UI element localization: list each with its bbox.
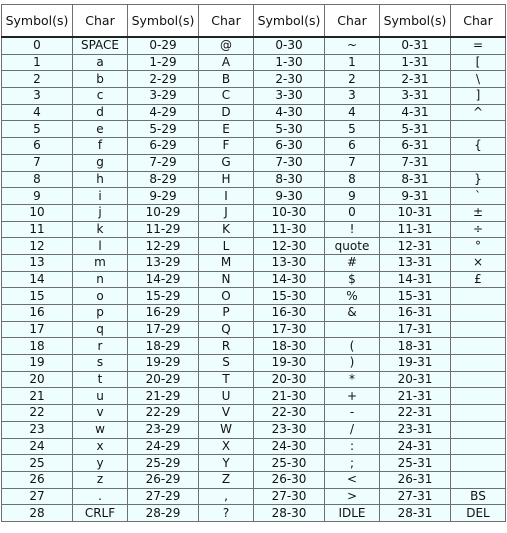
char-cell <box>451 305 506 322</box>
symbol-cell: 11-29 <box>128 221 199 238</box>
char-cell: p <box>73 305 128 322</box>
symbol-cell: 27-30 <box>254 488 325 505</box>
symbol-cell: 25 <box>2 455 73 472</box>
symbol-cell: 13 <box>2 254 73 271</box>
symbol-cell: 24 <box>2 438 73 455</box>
char-cell: % <box>325 288 380 305</box>
char-cell <box>451 154 506 171</box>
table-row <box>2 355 506 372</box>
table-row <box>2 171 506 188</box>
char-cell: I <box>199 188 254 205</box>
char-cell: z <box>73 471 128 488</box>
char-cell: R <box>199 338 254 355</box>
char-cell: q <box>73 321 128 338</box>
char-cell: 5 <box>325 121 380 138</box>
symbol-cell: 8-30 <box>254 171 325 188</box>
symbol-cell: 9-31 <box>380 188 451 205</box>
char-cell: # <box>325 254 380 271</box>
symbol-cell: 23-29 <box>128 421 199 438</box>
symbol-cell: 10-29 <box>128 204 199 221</box>
char-cell: y <box>73 455 128 472</box>
table-row <box>2 71 506 88</box>
char-cell: d <box>73 104 128 121</box>
char-cell: @ <box>199 37 254 54</box>
symbol-cell: 17 <box>2 321 73 338</box>
char-cell: m <box>73 254 128 271</box>
symbol-cell: 15-29 <box>128 288 199 305</box>
char-cell: 6 <box>325 138 380 155</box>
table-row <box>2 471 506 488</box>
table-row <box>2 455 506 472</box>
char-cell: 7 <box>325 154 380 171</box>
char-cell: W <box>199 421 254 438</box>
char-cell: g <box>73 154 128 171</box>
symbol-cell: 24-30 <box>254 438 325 455</box>
symbol-char-table <box>1 4 506 522</box>
char-cell: n <box>73 271 128 288</box>
symbol-cell: 5-30 <box>254 121 325 138</box>
table-row <box>2 438 506 455</box>
symbol-cell: 20-31 <box>380 371 451 388</box>
symbol-cell: 8-29 <box>128 171 199 188</box>
char-cell: k <box>73 221 128 238</box>
symbol-cell: 25-31 <box>380 455 451 472</box>
symbol-cell: 11 <box>2 221 73 238</box>
symbol-cell: 2-30 <box>254 71 325 88</box>
symbol-cell: 16-30 <box>254 305 325 322</box>
symbol-cell: 16-29 <box>128 305 199 322</box>
symbol-cell: 11-31 <box>380 221 451 238</box>
char-cell <box>451 338 506 355</box>
symbol-cell: 2-31 <box>380 71 451 88</box>
symbol-cell: 17-31 <box>380 321 451 338</box>
symbol-cell: 9-29 <box>128 188 199 205</box>
table-header-row <box>2 5 506 38</box>
char-cell: 2 <box>325 71 380 88</box>
char-cell: ] <box>451 88 506 105</box>
symbol-cell: 19-30 <box>254 355 325 372</box>
symbol-cell: 7-29 <box>128 154 199 171</box>
symbol-cell: 26-30 <box>254 471 325 488</box>
symbol-cell: 17-30 <box>254 321 325 338</box>
symbol-cell: 18-30 <box>254 338 325 355</box>
char-cell: A <box>199 54 254 71</box>
char-cell: ~ <box>325 37 380 54</box>
table-row <box>2 271 506 288</box>
char-cell: SPACE <box>73 37 128 54</box>
symbol-cell: 14 <box>2 271 73 288</box>
char-cell: ^ <box>451 104 506 121</box>
table-row <box>2 88 506 105</box>
symbol-cell: 0 <box>2 37 73 54</box>
symbol-cell: 21-30 <box>254 388 325 405</box>
table-row <box>2 305 506 322</box>
table-row <box>2 338 506 355</box>
char-cell: v <box>73 405 128 422</box>
char-cell: L <box>199 238 254 255</box>
symbol-cell: 27-29 <box>128 488 199 505</box>
char-cell: IDLE <box>325 505 380 522</box>
table-row <box>2 405 506 422</box>
char-cell <box>451 355 506 372</box>
char-cell: f <box>73 138 128 155</box>
char-cell: G <box>199 154 254 171</box>
char-cell <box>451 471 506 488</box>
char-cell: 4 <box>325 104 380 121</box>
char-cell <box>451 321 506 338</box>
char-cell: E <box>199 121 254 138</box>
symbol-cell: 6-30 <box>254 138 325 155</box>
table-row <box>2 104 506 121</box>
symbol-cell: 28 <box>2 505 73 522</box>
symbol-cell: 3 <box>2 88 73 105</box>
char-cell: 3 <box>325 88 380 105</box>
char-cell: , <box>199 488 254 505</box>
symbol-cell: 28-31 <box>380 505 451 522</box>
char-cell: CRLF <box>73 505 128 522</box>
symbol-cell: 4-30 <box>254 104 325 121</box>
symbol-cell: 7 <box>2 154 73 171</box>
char-cell: quote <box>325 238 380 255</box>
char-cell: > <box>325 488 380 505</box>
table-row <box>2 488 506 505</box>
char-cell: = <box>451 37 506 54</box>
header-char: Char <box>451 5 506 38</box>
char-cell: x <box>73 438 128 455</box>
symbol-cell: 4-31 <box>380 104 451 121</box>
char-cell: X <box>199 438 254 455</box>
symbol-cell: 8-31 <box>380 171 451 188</box>
char-cell: c <box>73 88 128 105</box>
symbol-cell: 15-31 <box>380 288 451 305</box>
symbol-cell: 6 <box>2 138 73 155</box>
char-cell: o <box>73 288 128 305</box>
symbol-cell: 18-31 <box>380 338 451 355</box>
symbol-cell: 13-30 <box>254 254 325 271</box>
char-cell: < <box>325 471 380 488</box>
symbol-cell: 17-29 <box>128 321 199 338</box>
symbol-cell: 12-29 <box>128 238 199 255</box>
char-cell: ° <box>451 238 506 255</box>
symbol-cell: 1-29 <box>128 54 199 71</box>
char-cell <box>451 405 506 422</box>
char-cell: e <box>73 121 128 138</box>
table-body <box>2 37 506 521</box>
char-cell: F <box>199 138 254 155</box>
char-cell <box>451 388 506 405</box>
symbol-cell: 27-31 <box>380 488 451 505</box>
char-cell: × <box>451 254 506 271</box>
char-cell <box>451 121 506 138</box>
symbol-cell: 26-29 <box>128 471 199 488</box>
char-cell: K <box>199 221 254 238</box>
char-cell <box>451 455 506 472</box>
symbol-cell: 6-31 <box>380 138 451 155</box>
symbol-cell: 28-30 <box>254 505 325 522</box>
table-row <box>2 238 506 255</box>
symbol-cell: 0-31 <box>380 37 451 54</box>
symbol-cell: 20 <box>2 371 73 388</box>
char-cell: / <box>325 421 380 438</box>
symbol-cell: 14-29 <box>128 271 199 288</box>
symbol-cell: 23 <box>2 421 73 438</box>
header-symbols: Symbol(s) <box>254 5 325 38</box>
symbol-cell: 2 <box>2 71 73 88</box>
char-cell: H <box>199 171 254 188</box>
header-symbols: Symbol(s) <box>128 5 199 38</box>
char-cell <box>451 371 506 388</box>
symbol-cell: 21-29 <box>128 388 199 405</box>
char-cell: ; <box>325 455 380 472</box>
symbol-cell: 14-30 <box>254 271 325 288</box>
char-cell: - <box>325 405 380 422</box>
char-cell: 1 <box>325 54 380 71</box>
symbol-cell: 22-31 <box>380 405 451 422</box>
symbol-cell: 7-30 <box>254 154 325 171</box>
symbol-cell: 12-30 <box>254 238 325 255</box>
symbol-cell: 7-31 <box>380 154 451 171</box>
char-cell: 9 <box>325 188 380 205</box>
symbol-cell: 12 <box>2 238 73 255</box>
char-cell <box>451 421 506 438</box>
char-cell: DEL <box>451 505 506 522</box>
symbol-cell: 22-30 <box>254 405 325 422</box>
table-row <box>2 204 506 221</box>
symbol-cell: 10 <box>2 204 73 221</box>
symbol-cell: 12-31 <box>380 238 451 255</box>
char-cell: a <box>73 54 128 71</box>
char-cell: j <box>73 204 128 221</box>
char-cell: l <box>73 238 128 255</box>
char-cell: ÷ <box>451 221 506 238</box>
char-cell <box>451 438 506 455</box>
header-symbols: Symbol(s) <box>2 5 73 38</box>
char-cell: { <box>451 138 506 155</box>
symbol-cell: 26-31 <box>380 471 451 488</box>
symbol-cell: 18-29 <box>128 338 199 355</box>
header-char: Char <box>199 5 254 38</box>
symbol-cell: 13-31 <box>380 254 451 271</box>
char-cell: O <box>199 288 254 305</box>
char-cell: V <box>199 405 254 422</box>
char-cell: & <box>325 305 380 322</box>
table-row <box>2 37 506 54</box>
char-cell: U <box>199 388 254 405</box>
symbol-cell: 3-30 <box>254 88 325 105</box>
char-cell: : <box>325 438 380 455</box>
header-char: Char <box>73 5 128 38</box>
char-cell: B <box>199 71 254 88</box>
symbol-cell: 19 <box>2 355 73 372</box>
char-cell: b <box>73 71 128 88</box>
char-cell: ? <box>199 505 254 522</box>
table-row <box>2 371 506 388</box>
symbol-cell: 19-29 <box>128 355 199 372</box>
symbol-cell: 21 <box>2 388 73 405</box>
table-row <box>2 54 506 71</box>
char-cell: ( <box>325 338 380 355</box>
symbol-cell: 15 <box>2 288 73 305</box>
symbol-cell: 20-30 <box>254 371 325 388</box>
char-cell: i <box>73 188 128 205</box>
char-cell: w <box>73 421 128 438</box>
table-row <box>2 321 506 338</box>
table-row <box>2 138 506 155</box>
symbol-cell: 25-30 <box>254 455 325 472</box>
char-cell: u <box>73 388 128 405</box>
table-row <box>2 221 506 238</box>
table-row <box>2 154 506 171</box>
symbol-cell: 22 <box>2 405 73 422</box>
char-cell: Y <box>199 455 254 472</box>
char-cell: C <box>199 88 254 105</box>
symbol-cell: 3-29 <box>128 88 199 105</box>
char-cell: 0 <box>325 204 380 221</box>
symbol-cell: 0-29 <box>128 37 199 54</box>
char-cell: ! <box>325 221 380 238</box>
table-row <box>2 505 506 522</box>
table-row <box>2 188 506 205</box>
header-symbols: Symbol(s) <box>380 5 451 38</box>
symbol-cell: 25-29 <box>128 455 199 472</box>
symbol-cell: 18 <box>2 338 73 355</box>
symbol-cell: 10-30 <box>254 204 325 221</box>
char-cell: 8 <box>325 171 380 188</box>
symbol-cell: 24-29 <box>128 438 199 455</box>
char-cell: r <box>73 338 128 355</box>
char-cell: [ <box>451 54 506 71</box>
symbol-cell: 19-31 <box>380 355 451 372</box>
char-cell: * <box>325 371 380 388</box>
char-cell <box>325 321 380 338</box>
symbol-cell: 1-31 <box>380 54 451 71</box>
char-cell <box>451 288 506 305</box>
symbol-cell: 23-31 <box>380 421 451 438</box>
symbol-cell: 5-29 <box>128 121 199 138</box>
char-cell: D <box>199 104 254 121</box>
char-cell: t <box>73 371 128 388</box>
char-cell: Q <box>199 321 254 338</box>
char-cell: P <box>199 305 254 322</box>
symbol-cell: 9 <box>2 188 73 205</box>
table-row <box>2 121 506 138</box>
char-cell: £ <box>451 271 506 288</box>
symbol-cell: 22-29 <box>128 405 199 422</box>
symbol-cell: 0-30 <box>254 37 325 54</box>
char-cell: $ <box>325 271 380 288</box>
symbol-cell: 16 <box>2 305 73 322</box>
symbol-cell: 2-29 <box>128 71 199 88</box>
table-row <box>2 388 506 405</box>
symbol-cell: 5-31 <box>380 121 451 138</box>
char-cell: ± <box>451 204 506 221</box>
symbol-cell: 1 <box>2 54 73 71</box>
char-cell: + <box>325 388 380 405</box>
symbol-cell: 20-29 <box>128 371 199 388</box>
char-cell: T <box>199 371 254 388</box>
char-cell: N <box>199 271 254 288</box>
char-cell: BS <box>451 488 506 505</box>
symbol-cell: 11-30 <box>254 221 325 238</box>
table-row <box>2 421 506 438</box>
symbol-cell: 21-31 <box>380 388 451 405</box>
symbol-cell: 5 <box>2 121 73 138</box>
table-row <box>2 288 506 305</box>
symbol-cell: 1-30 <box>254 54 325 71</box>
symbol-cell: 23-30 <box>254 421 325 438</box>
symbol-cell: 28-29 <box>128 505 199 522</box>
symbol-cell: 26 <box>2 471 73 488</box>
char-cell: h <box>73 171 128 188</box>
symbol-cell: 24-31 <box>380 438 451 455</box>
symbol-cell: 8 <box>2 171 73 188</box>
char-cell: J <box>199 204 254 221</box>
symbol-cell: 15-30 <box>254 288 325 305</box>
symbol-cell: 14-31 <box>380 271 451 288</box>
symbol-cell: 16-31 <box>380 305 451 322</box>
symbol-cell: 10-31 <box>380 204 451 221</box>
symbol-cell: 3-31 <box>380 88 451 105</box>
char-cell: s <box>73 355 128 372</box>
symbol-cell: 13-29 <box>128 254 199 271</box>
char-cell: M <box>199 254 254 271</box>
symbol-cell: 4-29 <box>128 104 199 121</box>
char-cell: \ <box>451 71 506 88</box>
symbol-cell: 27 <box>2 488 73 505</box>
char-cell: . <box>73 488 128 505</box>
header-char: Char <box>325 5 380 38</box>
symbol-table-container <box>1 4 506 522</box>
char-cell: Z <box>199 471 254 488</box>
char-cell: ` <box>451 188 506 205</box>
symbol-cell: 4 <box>2 104 73 121</box>
table-row <box>2 254 506 271</box>
symbol-cell: 9-30 <box>254 188 325 205</box>
char-cell: } <box>451 171 506 188</box>
char-cell: ) <box>325 355 380 372</box>
char-cell: S <box>199 355 254 372</box>
symbol-cell: 6-29 <box>128 138 199 155</box>
